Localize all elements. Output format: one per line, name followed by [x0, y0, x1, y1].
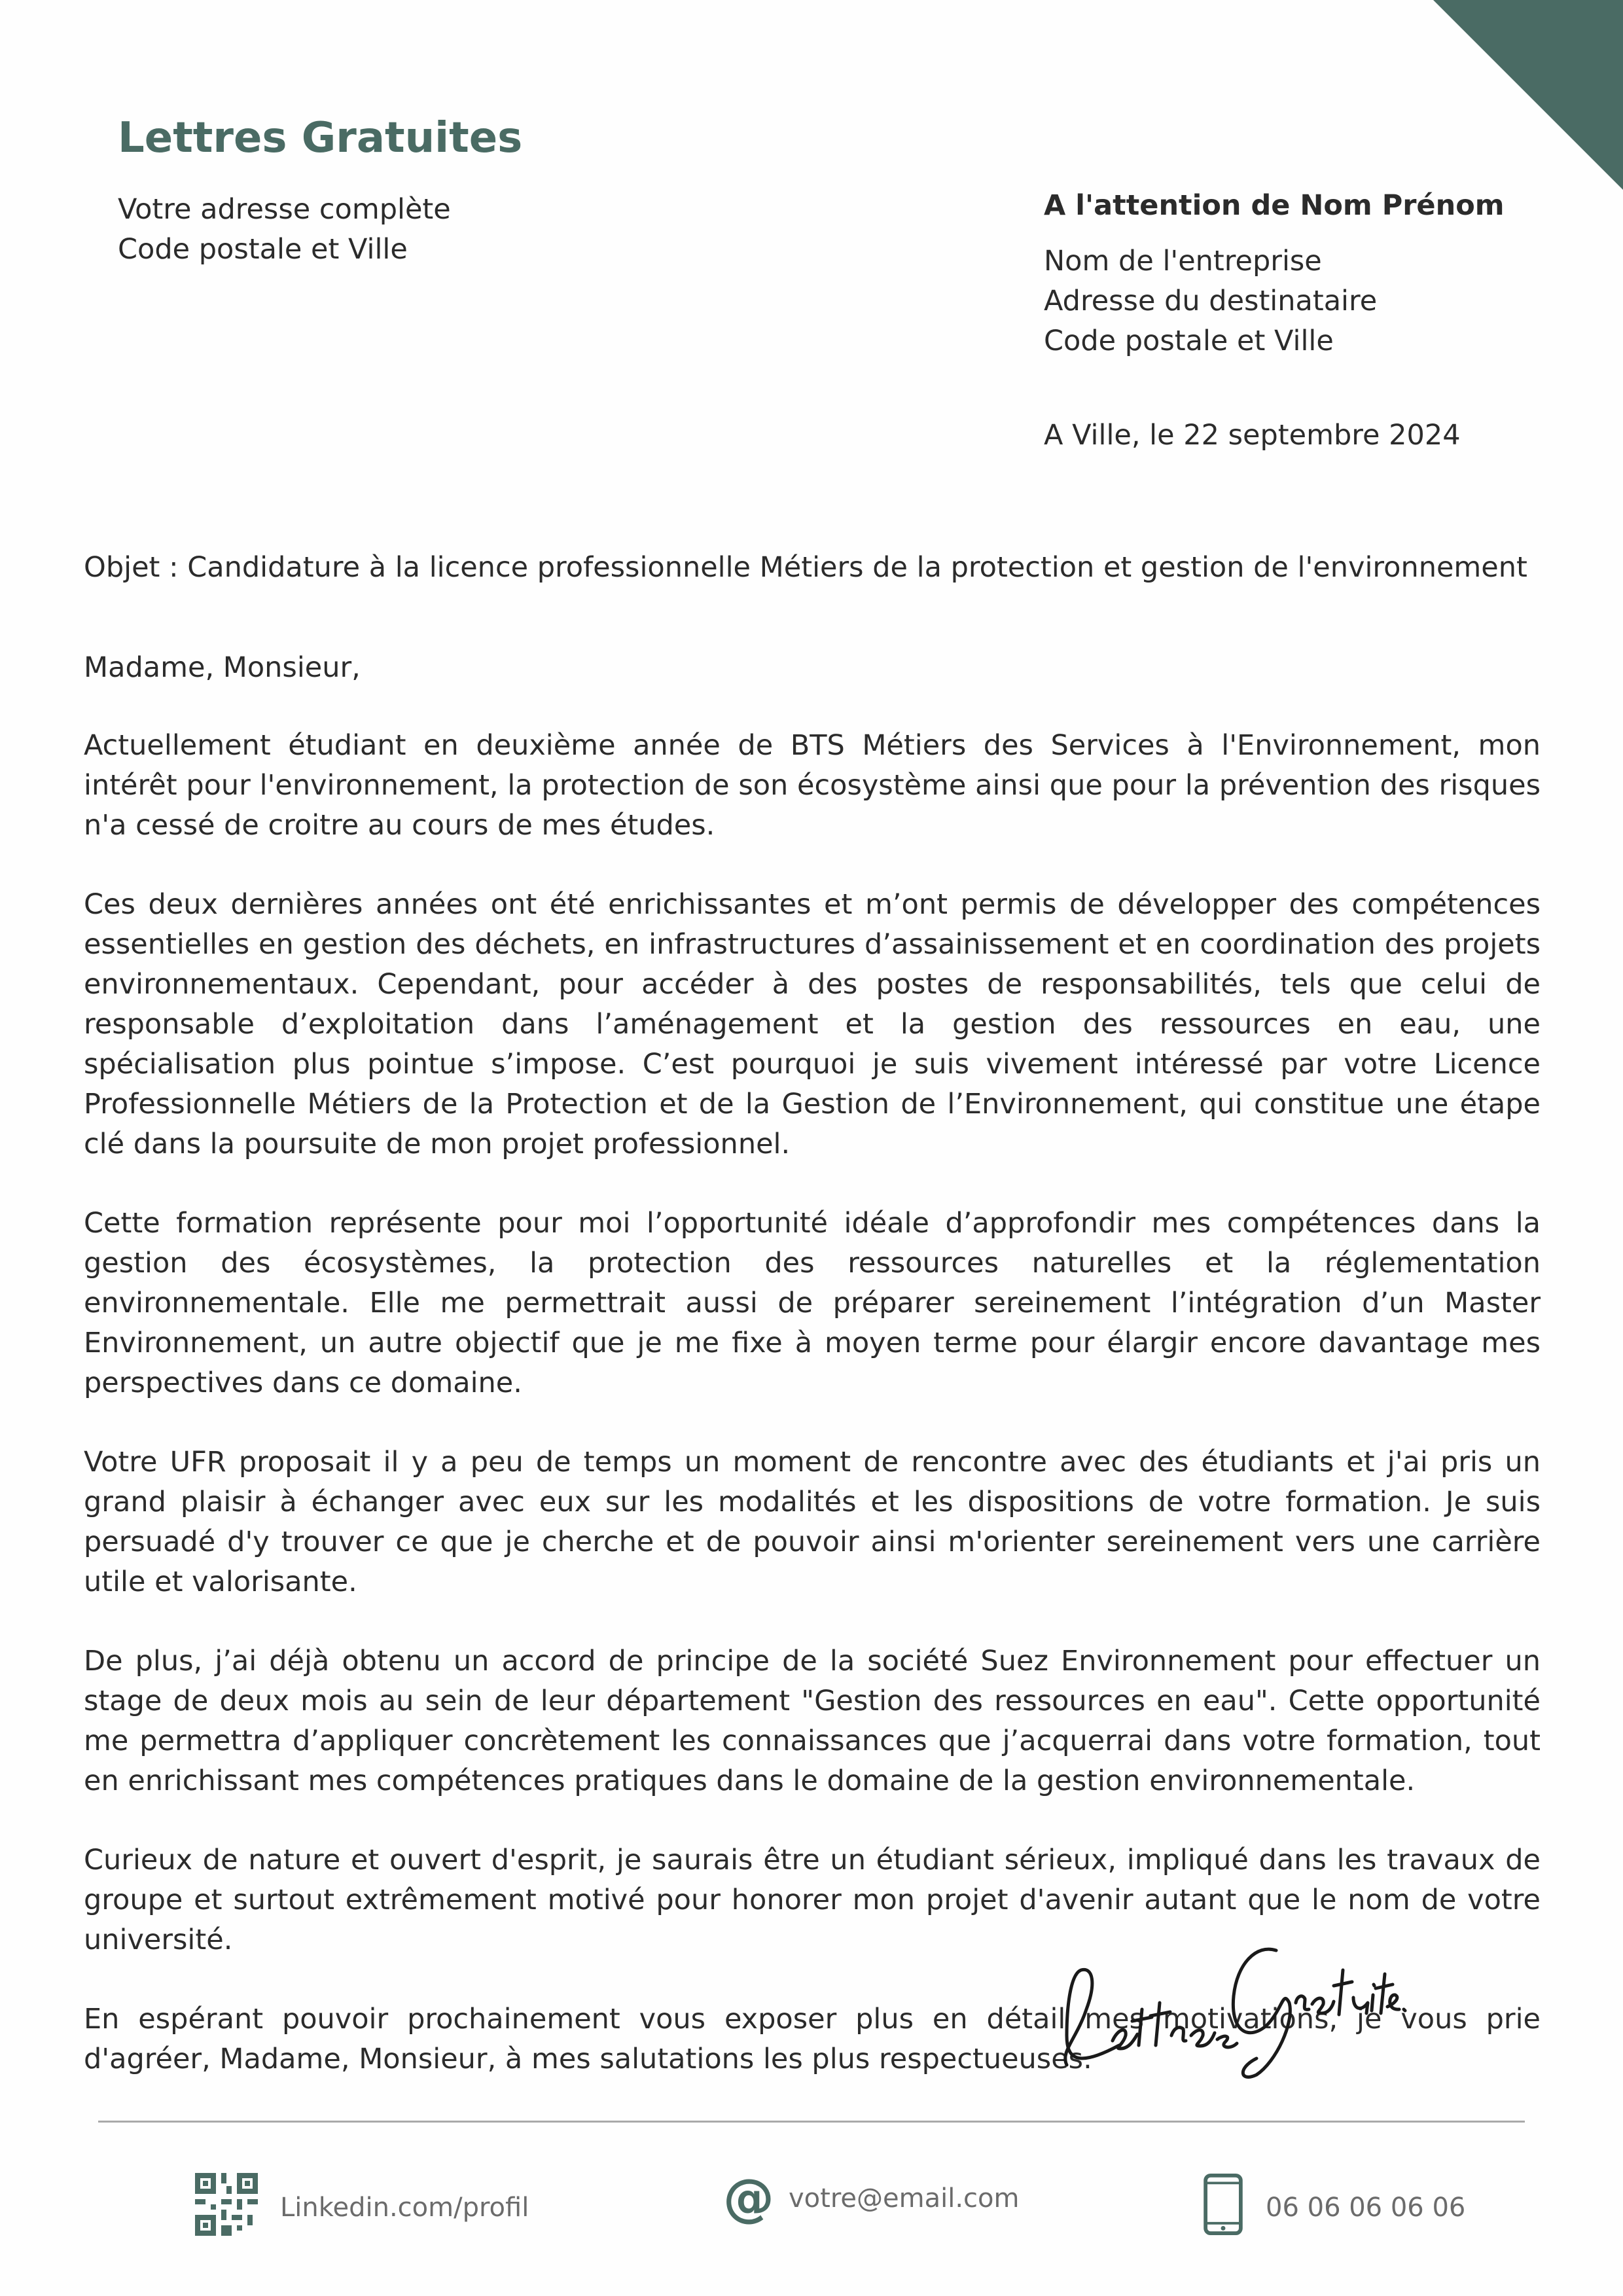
recipient-company: Nom de l'entreprise — [1044, 245, 1322, 278]
brand-title: Lettres Gratuites — [118, 114, 523, 162]
body-paragraph-3: Cette formation représente pour moi l’opportunité idéale d’approfondir mes compétences dans la gestion des écosystèmes, la protection des ressources naturelles et la réglementation environnementale. Elle me permettrait aussi de préparer sereinement l’intégration d’un Master Environnement, un autre objectif que je me fixe à moyen terme pour élargir encore davantage mes perspectives dans ce domaine. — [84, 1207, 1541, 1399]
salutation: Madame, Monsieur, — [84, 651, 361, 684]
recipient-address: Adresse du destinataire — [1044, 285, 1378, 317]
at-sign-icon: @ — [723, 2169, 774, 2228]
letter-date: A Ville, le 22 septembre 2024 — [1044, 419, 1461, 452]
email-link[interactable]: votre@email.com — [789, 2183, 1020, 2214]
sender-address-line2: Code postale et Ville — [118, 233, 408, 266]
handwritten-signature — [1041, 1911, 1407, 2084]
footer-phone[interactable] — [1203, 2173, 1465, 2242]
body-paragraph-5: De plus, j’ai déjà obtenu un accord de principe de la société Suez Environnement pour effectuer un stage de deux mois au sein de leur département "Gestion des ressources en eau". Cette opportunité me permettra d’appliquer concrètement les connaissances que j’acquerrai dans votre formation, tout en enrichissant mes compétences pratiques dans le domaine de la gestion environnementale. — [84, 1645, 1541, 1797]
footer-email[interactable] — [723, 2169, 1020, 2228]
footer-linkedin[interactable] — [195, 2173, 529, 2242]
body-paragraph-6: Curieux de nature et ouvert d'esprit, je saurais être un étudiant sérieux, impliqué dans les travaux de groupe et surtout extrêmement motivé pour honorer mon projet d'avenir autant que le nom de votre université. — [84, 1844, 1541, 1956]
qr-code-icon — [195, 2173, 258, 2242]
phone-number[interactable]: 06 06 06 06 06 — [1266, 2193, 1466, 2223]
body-paragraph-1: Actuellement étudiant en deuxième année de BTS Métiers des Services à l'Environnement, mon intérêt pour l'environnement, la protection de son écosystème ainsi que pour la prévention des risques n'a cessé de croitre au cours de mes études. — [84, 729, 1541, 842]
letter-subject: Objet : Candidature à la licence professionnelle Métiers de la protection et gestion de l'environnement — [84, 551, 1527, 584]
linkedin-link[interactable]: Linkedin.com/profil — [280, 2193, 529, 2223]
mobile-phone-icon — [1203, 2173, 1243, 2242]
body-paragraph-2: Ces deux dernières années ont été enrichissantes et m’ont permis de développer des compétences essentielles en gestion des déchets, en infrastructures d’assainissement et en coordination des projets environnementaux. Cependant, pour accéder à des postes de responsabilités, tels que celui de responsable d’exploitation dans l’aménagement et la gestion des ressources en eau, une spécialisation plus pointue s’impose. C’est pourquoi je suis vivement intéressé par votre Licence Professionnelle Métiers de la Protection et de la Gestion de l’Environnement, qui constitue une étape clé dans la poursuite de mon projet professionnel. — [84, 888, 1541, 1160]
body-paragraph-4: Votre UFR proposait il y a peu de temps un moment de rencontre avec des étudiants et j'ai pris un grand plaisir à échanger avec eux sur les modalités et les dispositions de votre formation. Je suis persuadé d'y trouver ce que je cherche et de pouvoir ainsi m'orienter sereinement vers une carrière utile et valorisante. — [84, 1446, 1541, 1598]
footer-divider — [98, 2121, 1525, 2123]
recipient-attention: A l'attention de Nom Prénom — [1044, 189, 1505, 222]
sender-address-line1: Votre adresse complète — [118, 193, 451, 226]
recipient-city: Code postale et Ville — [1044, 325, 1334, 357]
recipient-block — [1044, 186, 1505, 361]
corner-decoration — [1433, 0, 1623, 190]
body-paragraph-7: En espérant pouvoir prochainement vous exposer plus en détail mes motivations, je vous prie d'agréer, Madame, Monsieur, à mes salutations les plus respectueuses. — [84, 2003, 1541, 2075]
letter-body — [84, 648, 1541, 2119]
sender-address — [118, 190, 451, 270]
